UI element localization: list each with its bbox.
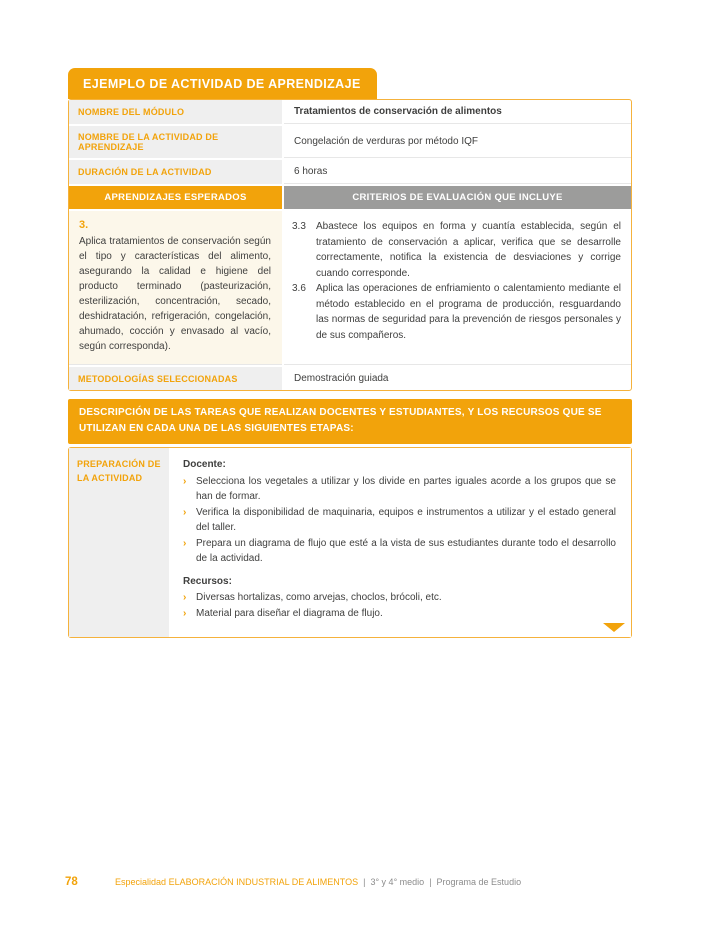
list-item (183, 536, 616, 567)
criterion-text: Aplica las operaciones de enfriamiento o calentamiento mediante el método establecido en el programa de producción, resguardando las normas de seguridad para la prevención de riesgos personales y de sus compañeros. (316, 283, 621, 341)
table-row (69, 367, 631, 390)
evaluation-criteria-header: CRITERIOS DE EVALUACIÓN QUE INCLUYE (284, 186, 631, 209)
table-row (69, 126, 631, 158)
criterion-number: 3.6 (292, 283, 306, 294)
expected-learning-header: APRENDIZAJES ESPERADOS (69, 186, 282, 209)
list-item (183, 590, 616, 606)
list-item-text: Verifica la disponibilidad de maquinaria, equipos e instrumentos a utilizar y el estado general del taller. (196, 506, 616, 533)
module-name-value: Tratamientos de conservación de alimentos (284, 100, 631, 124)
list-item-text: Prepara un diagrama de flujo que esté a la vista de sus estudiantes durante todo el desarrollo de la actividad. (196, 537, 616, 564)
footer-program: Programa de Estudio (436, 877, 522, 887)
activity-name-value: Congelación de verduras por método IQF (284, 126, 631, 158)
list-item (183, 505, 616, 536)
list-item-text: Diversas hortalizas, como arvejas, choclos, brócoli, etc. (196, 592, 442, 603)
page-number: 78 (65, 876, 78, 888)
continuation-arrow-icon (603, 623, 625, 632)
footer-separator: | (429, 877, 432, 887)
list-item-text: Material para diseñar el diagrama de flujo. (196, 607, 383, 619)
page-footer (65, 876, 521, 888)
footer-grade: 3° y 4° medio (370, 877, 425, 887)
expected-learning-cell (69, 211, 282, 365)
criterion-item (292, 281, 621, 343)
table-row (69, 160, 631, 184)
preparation-table (68, 447, 632, 638)
footer-specialty (115, 877, 358, 887)
activity-info-table (68, 99, 632, 391)
recursos-title: Recursos: (183, 575, 232, 587)
table-header-row (69, 186, 631, 209)
activity-sheet (68, 68, 632, 638)
methodology-value: Demostración guiada (294, 373, 389, 384)
page-title: EJEMPLO DE ACTIVIDAD DE APRENDIZAJE (68, 68, 377, 99)
table-row (69, 100, 631, 124)
methodology-label: METODOLOGÍAS SELECCIONADAS (69, 367, 282, 390)
learning-objective-text: Aplica tratamientos de conservación según el tipo y características del alimento, asegurando la calidad e higiene del producto terminado (pasteurización, esterilización, concentración, secado, deshidratación, refrigeración, congelación, ahumado, cocción y envasado al vacío, según corresponda). (79, 236, 271, 352)
module-name-label: NOMBRE DEL MÓDULO (69, 100, 282, 124)
evaluation-criteria-cell (284, 211, 631, 365)
preparation-label: PREPARACIÓN DE LA ACTIVIDAD (69, 448, 169, 637)
list-item-text: Selecciona los vegetales a utilizar y los divide en partes iguales acorde a los grupos que se han de formar. (196, 475, 616, 502)
bullet-icon: › (183, 506, 187, 518)
footer-specialty-name: ELABORACIÓN INDUSTRIAL DE ALIMENTOS (168, 877, 359, 887)
criterion-number: 3.3 (292, 221, 306, 232)
bullet-icon: › (183, 475, 187, 487)
duration-label: DURACIÓN DE LA ACTIVIDAD (69, 160, 282, 184)
footer-specialty-prefix: Especialidad (115, 877, 167, 887)
docente-title: Docente: (183, 459, 226, 470)
bullet-icon: › (183, 607, 187, 619)
activity-name-label: NOMBRE DE LA ACTIVIDAD DE APRENDIZAJE (69, 126, 282, 158)
duration-value: 6 horas (284, 160, 631, 184)
learning-content-row (69, 211, 631, 365)
tasks-description-banner: DESCRIPCIÓN DE LAS TAREAS QUE REALIZAN DOCENTES Y ESTUDIANTES, Y LOS RECURSOS QUE SE UTILIZAN EN CADA UNA DE LAS SIGUIENTES ETAPAS: (68, 399, 632, 444)
criterion-item (292, 219, 621, 281)
bullet-icon: › (183, 592, 187, 603)
footer-separator: | (363, 877, 366, 887)
bullet-icon: › (183, 537, 187, 549)
learning-objective-number: 3. (79, 219, 89, 231)
list-item (183, 606, 616, 622)
criterion-text: Abastece los equipos en forma y cuantía establecida, según el tratamiento de conservación a aplicar, verifica que se desarrolle correctamente, notifica la existencia de desviaciones y corrige cuando corresponde. (316, 221, 621, 279)
list-item (183, 474, 616, 505)
preparation-content (171, 448, 631, 637)
